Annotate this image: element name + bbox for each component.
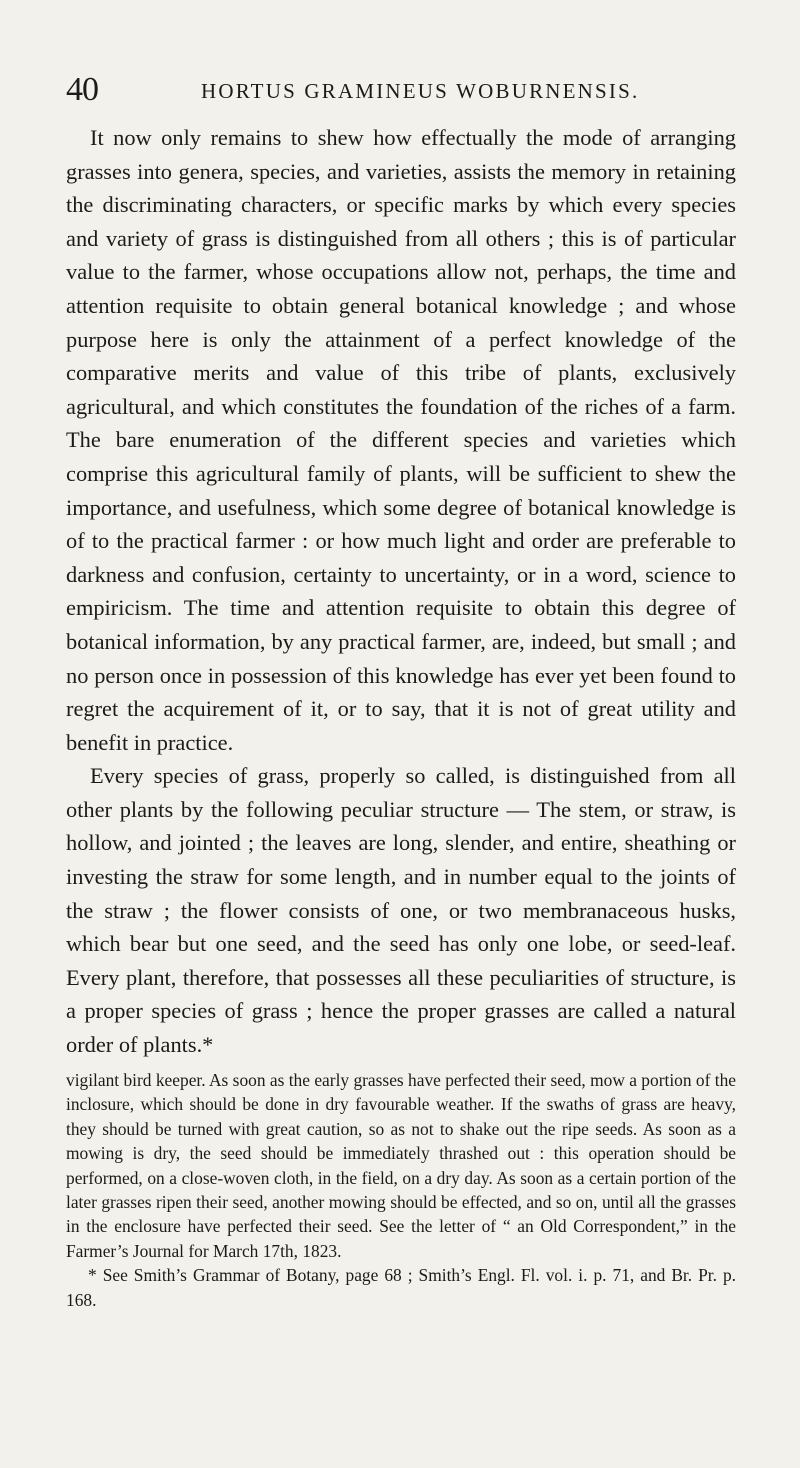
page-number: 40 — [66, 71, 98, 108]
footnote-continuation: vigilant bird keeper. As soon as the early grasses have perfected their seed, mow a portion of the inclosure, which should be done in dry favourable weather. If the swaths of grass are heavy, they should be turned with great caution, so as not to shake out the ripe seeds. As soon as a mowing is dry, the seed should be immediately thrashed out : this operation should be performed, on a close-woven cloth, in the field, on a dry day. As soon as a certain portion of the later grasses ripen their seed, another mowing should be effected, and so on, until all the grasses in the enclosure have perfected their seed. See the letter of “ an Old Correspondent,” in the Farmer’s Journal for March 17th, 1823. — [66, 1070, 736, 1261]
footnotes — [66, 1068, 736, 1312]
book-page — [66, 0, 756, 1468]
paragraph: Every species of grass, properly so called, is distinguished from all other plants by the following peculiar structure — The stem, or straw, is hollow, and jointed ; the leaves are long, slender, and entire, sheathing or investing the straw for some length, and in number equal to the joints of the straw ; the flower consists of one, or two membranaceous husks, which bear but one seed, and the seed has only one lobe, or seed-leaf. Every plant, therefore, that possesses all these peculiarities of structure, is a proper species of grass ; hence the proper grasses are called a natural order of plants.* — [66, 763, 736, 1058]
page-header — [66, 70, 756, 110]
footnote: * See Smith’s Grammar of Botany, page 68 ; Smith’s Engl. Fl. vol. i. p. 71, and Br. Pr. p. 168. — [66, 1265, 736, 1310]
main-text — [66, 121, 736, 1062]
paragraph: It now only remains to shew how effectually the mode of arranging grasses into genera, species, and varieties, assists the memory in retaining the discriminating characters, or specific marks by which every species and variety of grass is distinguished from all others ; this is of particular value to the farmer, whose occupations allow not, perhaps, the time and attention requisite to obtain general botanical knowledge ; and whose purpose here is only the attainment of a perfect knowledge of the comparative merits and value of this tribe of plants, exclusively agricultural, and which constitutes the foundation of the riches of a farm. The bare enumeration of the different species and varieties which comprise this agricultural family of plants, will be sufficient to shew the importance, and usefulness, which some degree of botanical knowledge is of to the practical farmer : or how much light and order are preferable to darkness and confusion, certainty to uncertainty, or in a word, science to empiricism. The time and attention requisite to obtain this degree of botanical information, by any practical farmer, are, indeed, but small ; and no person once in possession of this knowledge has ever yet been found to regret the acquirement of it, or to say, that it is not of great utility and benefit in practice. — [66, 125, 736, 755]
running-head: HORTUS GRAMINEUS WOBURNENSIS. — [201, 79, 640, 103]
